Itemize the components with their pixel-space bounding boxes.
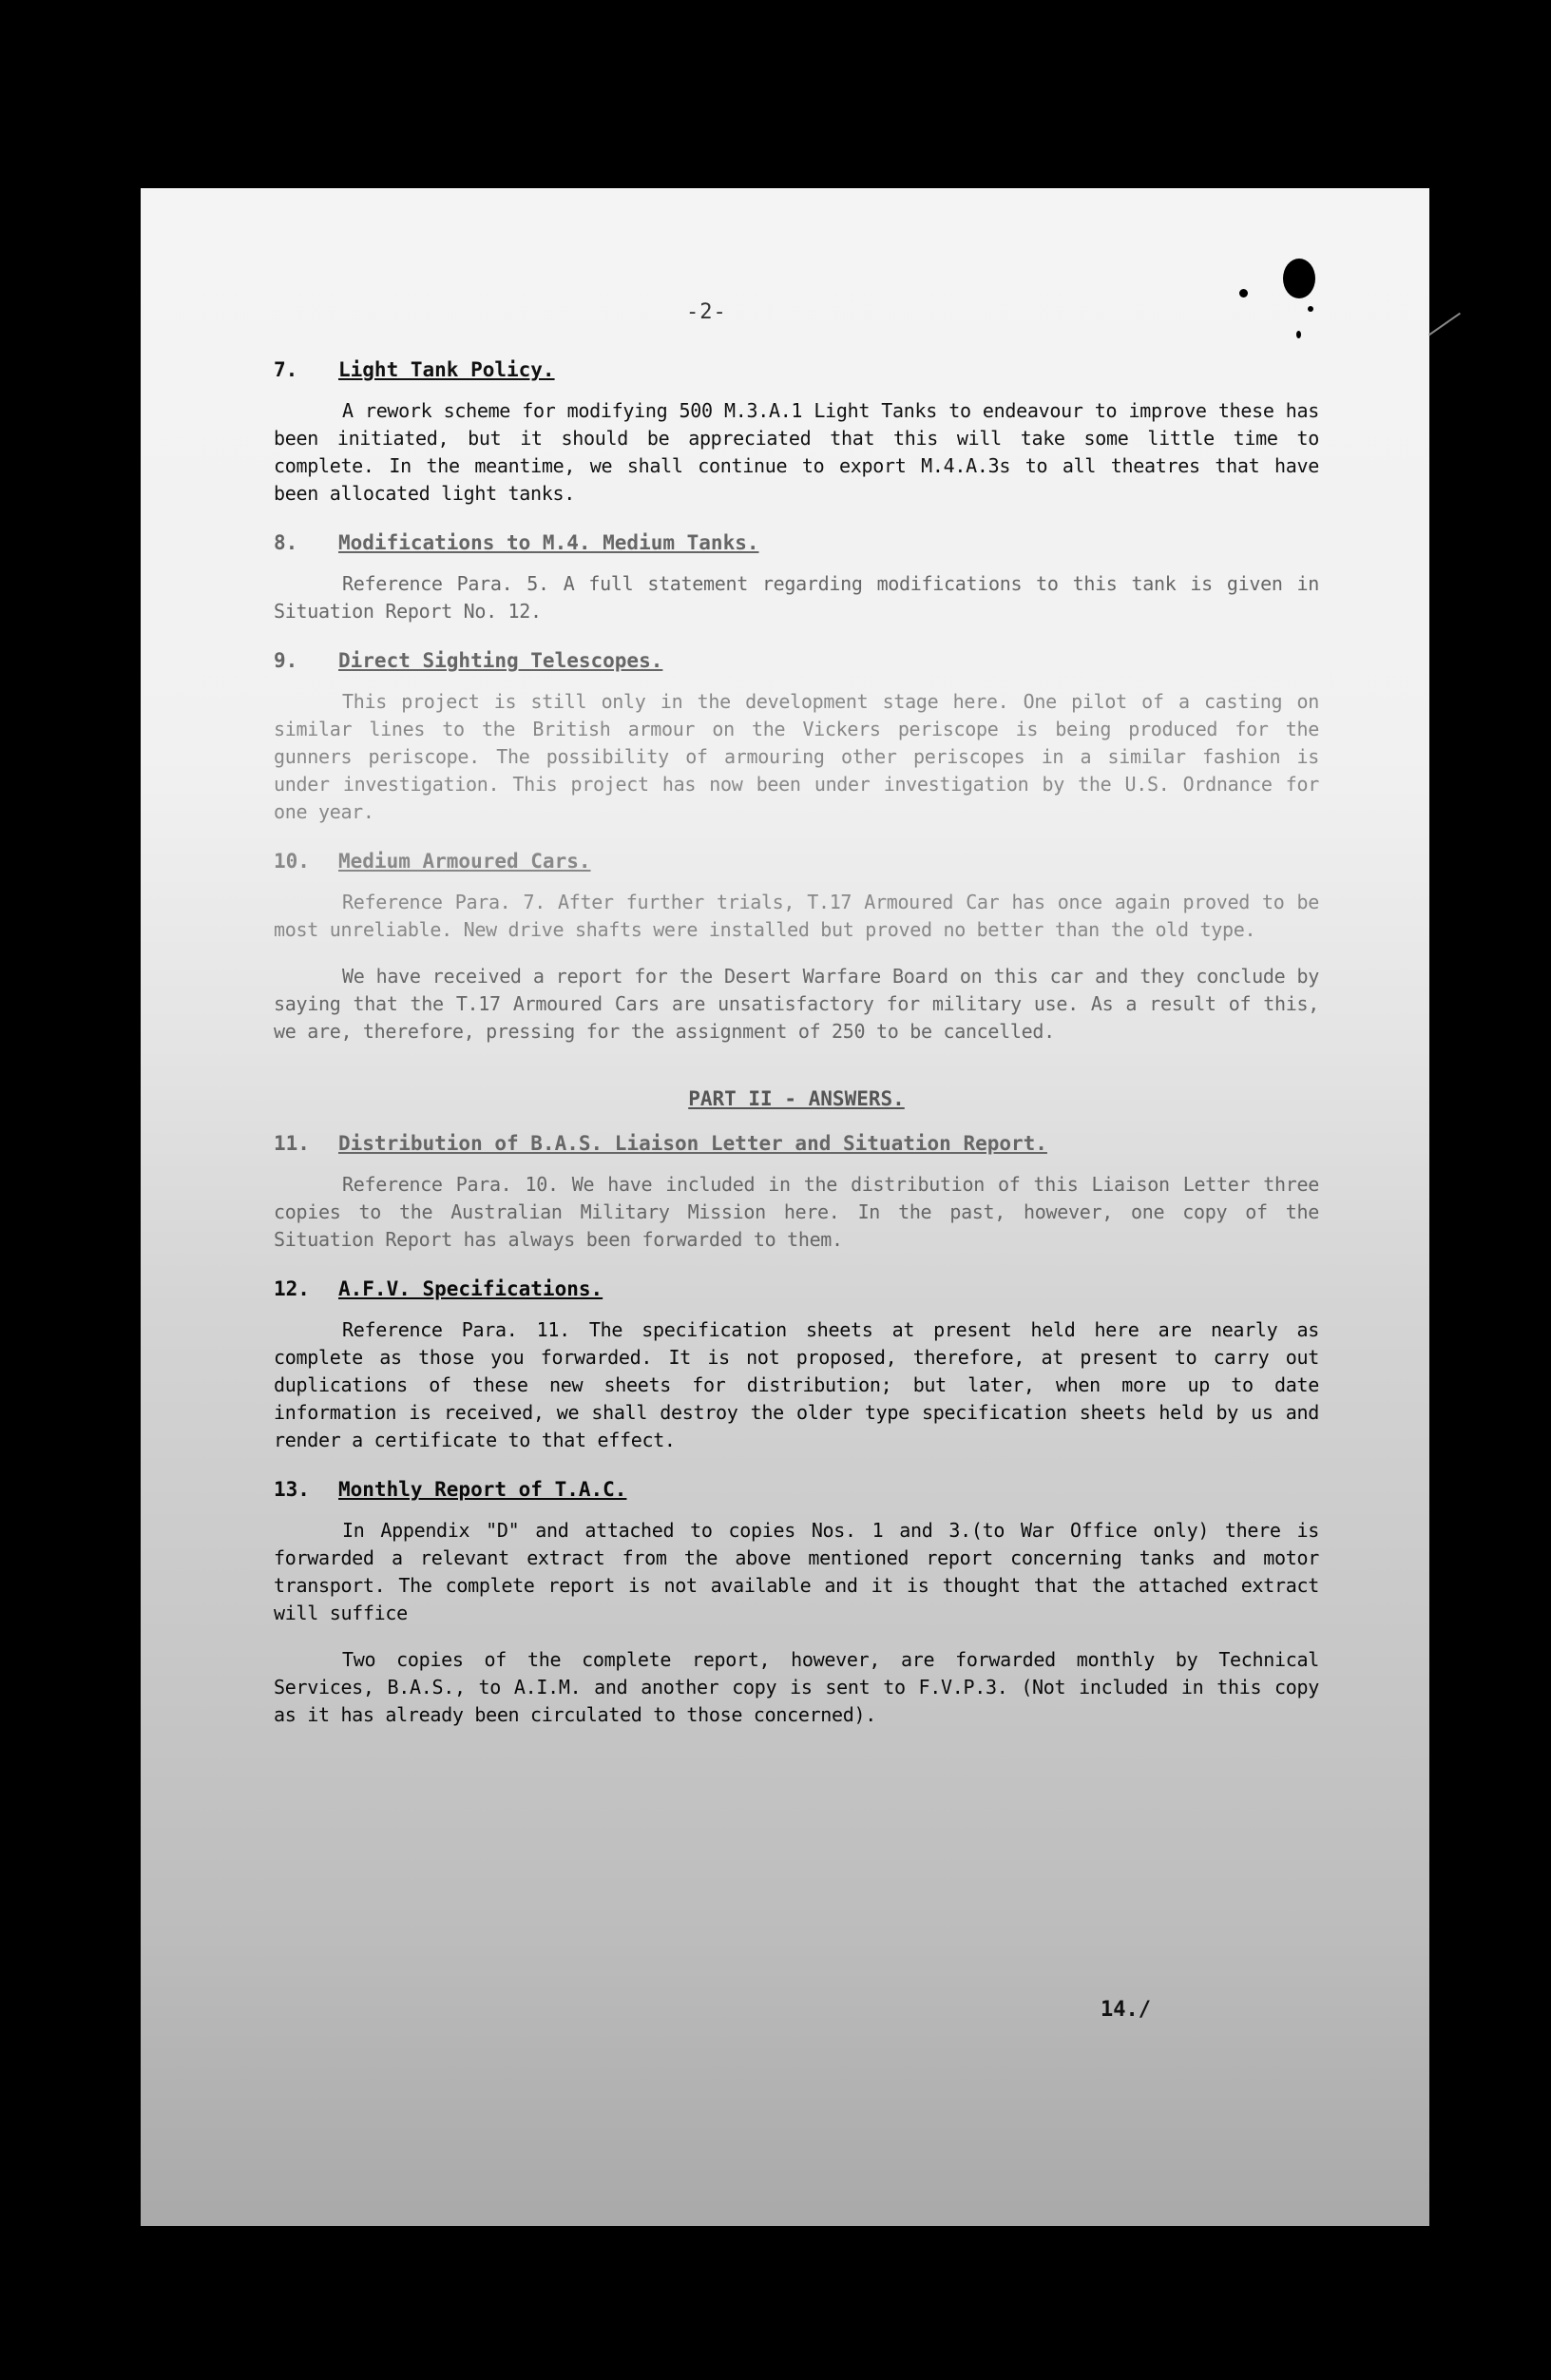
ink-blot xyxy=(1308,306,1313,312)
section-number: 8. xyxy=(274,531,298,554)
ink-blot xyxy=(1296,331,1301,338)
section-13 xyxy=(274,1475,1319,1729)
section-heading xyxy=(274,646,1319,675)
section-title: A.F.V. Specifications. xyxy=(338,1277,603,1300)
section-number: 11. xyxy=(274,1132,310,1155)
section-title: Distribution of B.A.S. Liaison Letter and Situation Report. xyxy=(338,1132,1047,1155)
paragraph: A rework scheme for modifying 500 M.3.A.1 Light Tanks to endeavour to improve these has been initiated, but it should be appreciated that this will take some little time to complete. In the meantime, we shall continue to export M.4.A.3s to all theatres that have been allocated light tanks. xyxy=(274,399,1319,505)
ink-blot xyxy=(1239,289,1248,298)
paragraph: We have received a report for the Desert Warfare Board on this car and they conclude by saying that the T.17 Armoured Cars are unsatisfactory for military use. As a result of this, we are, therefore, pressing for the assignment of 250 to be cancelled. xyxy=(274,965,1319,1043)
section-9 xyxy=(274,646,1319,826)
paragraph: Reference Para. 11. The specification sheets at present held here are nearly as complete as those you forwarded. It is not proposed, therefore, at present to carry out duplications of these new sheets for distribution; but later, when more up to date information is received, we shall destroy the older type specification sheets held by us and render a certificate to that effect. xyxy=(274,1318,1319,1451)
document-page xyxy=(141,188,1429,2226)
section-title: Modifications to M.4. Medium Tanks. xyxy=(338,531,759,554)
section-8 xyxy=(274,528,1319,625)
section-7 xyxy=(274,355,1319,508)
section-number: 7. xyxy=(274,358,298,381)
section-11 xyxy=(274,1129,1319,1254)
section-title: Direct Sighting Telescopes. xyxy=(338,649,663,672)
paragraph: Reference Para. 5. A full statement regarding modifications to this tank is given in Situation Report No. 12. xyxy=(274,572,1319,623)
section-title: Monthly Report of T.A.C. xyxy=(338,1478,627,1501)
paragraph: In Appendix "D" and attached to copies Nos. 1 and 3.(to War Office only) there is forwarded a relevant extract from the above mentioned report concerning tanks and motor transport. The complete report is not available and it is thought that the attached extract will suffice xyxy=(274,1519,1319,1624)
paragraph: Reference Para. 10. We have included in the distribution of this Liaison Letter three copies to the Australian Military Mission here. In the past, however, one copy of the Situation Report has always been forwarded to them. xyxy=(274,1173,1319,1251)
section-10 xyxy=(274,847,1319,1046)
section-heading xyxy=(274,1129,1319,1158)
part-heading: PART II - ANSWERS. xyxy=(688,1087,905,1110)
section-heading xyxy=(274,1475,1319,1504)
section-number: 12. xyxy=(274,1277,310,1300)
section-12 xyxy=(274,1275,1319,1454)
section-number: 10. xyxy=(274,850,310,873)
section-heading xyxy=(274,1275,1319,1303)
section-heading xyxy=(274,847,1319,875)
section-heading xyxy=(274,355,1319,384)
section-title: Medium Armoured Cars. xyxy=(338,850,591,873)
document-body xyxy=(274,355,1319,1750)
section-heading xyxy=(274,528,1319,557)
section-number: 13. xyxy=(274,1478,310,1501)
paragraph: Two copies of the complete report, however, are forwarded monthly by Technical Services, B.A.S., to A.I.M. and another copy is sent to F.V.P.3. (Not included in this copy as it has already been circulated to those concerned). xyxy=(274,1648,1319,1726)
paragraph: Reference Para. 7. After further trials, T.17 Armoured Car has once again proved to be most unreliable. New drive shafts were installed but proved no better than the old type. xyxy=(274,891,1319,941)
ink-blot xyxy=(1283,259,1315,298)
scan-artifact xyxy=(1428,313,1461,336)
continuation-marker: 14./ xyxy=(1101,1998,1151,2022)
page-number: -2- xyxy=(686,300,727,324)
section-number: 9. xyxy=(274,649,298,672)
paragraph: This project is still only in the development stage here. One pilot of a casting on similar lines to the British armour on the Vickers periscope is being produced for the gunners periscope. The possibility of armouring other periscopes in a similar fashion is under investigation. This project has now been under investigation by the U.S. Ordnance for one year. xyxy=(274,690,1319,823)
section-title: Light Tank Policy. xyxy=(338,358,555,381)
